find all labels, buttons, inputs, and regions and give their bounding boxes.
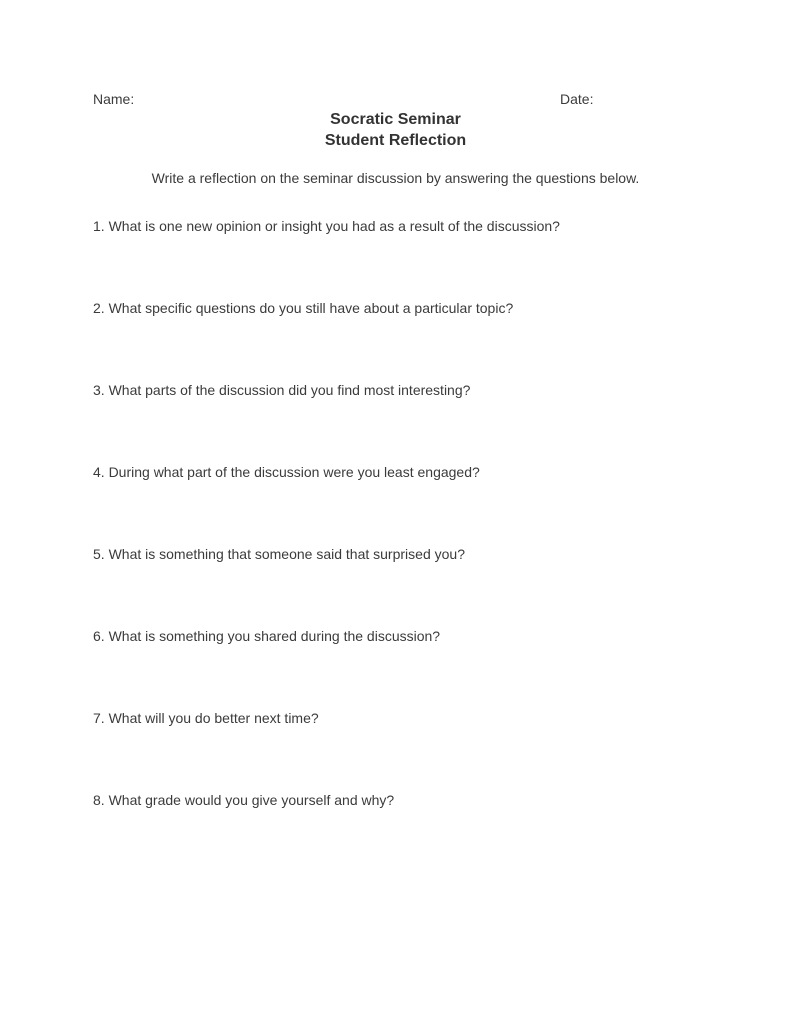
question-5: 5. What is something that someone said that surprised you?: [93, 546, 465, 562]
question-1: 1. What is one new opinion or insight you had as a result of the discussion?: [93, 218, 560, 234]
document-title-line-1: Socratic Seminar: [330, 111, 461, 128]
instructions-text: Write a reflection on the seminar discussion by answering the questions below.: [151, 170, 640, 186]
question-3: 3. What parts of the discussion did you find most interesting?: [93, 382, 471, 398]
question-8: 8. What grade would you give yourself and why?: [93, 792, 395, 808]
question-6: 6. What is something you shared during the discussion?: [93, 628, 441, 644]
header-row: [93, 91, 698, 109]
title-block: [0, 109, 791, 151]
question-list: [93, 217, 721, 809]
question-7: 7. What will you do better next time?: [93, 710, 319, 726]
date-label: Date:: [560, 91, 594, 107]
document-title-line-2: Student Reflection: [324, 132, 467, 149]
question-4: 4. During what part of the discussion were you least engaged?: [93, 464, 480, 480]
name-label: Name:: [93, 91, 135, 107]
question-2: 2. What specific questions do you still have about a particular topic?: [93, 300, 514, 316]
